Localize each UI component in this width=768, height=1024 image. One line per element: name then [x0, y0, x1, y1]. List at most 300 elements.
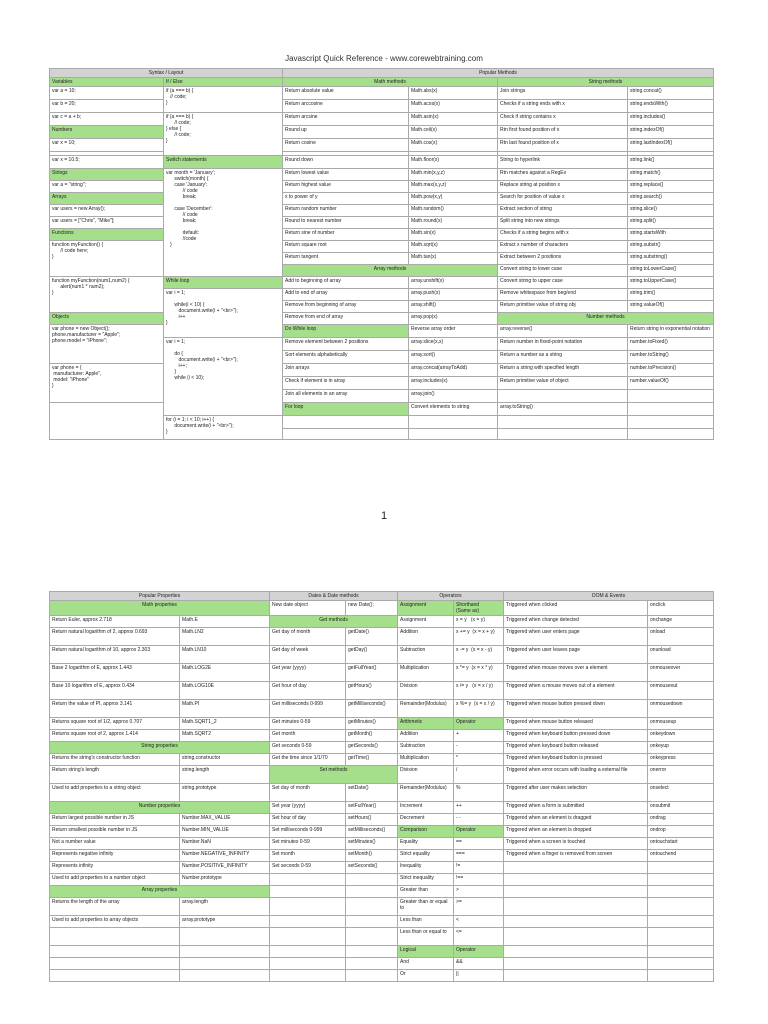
empty-cell: [346, 928, 398, 946]
date-desc: Get the time since 1/1/70: [270, 754, 346, 766]
event-desc: Triggered when mouse moves over a element: [504, 664, 648, 682]
empty-cell: [346, 970, 398, 982]
empty-cell: [270, 928, 346, 946]
op-desc: Division: [398, 682, 454, 700]
prop-name: Number.prototype: [180, 874, 270, 886]
number-desc: Return primitive value of object: [498, 377, 628, 390]
string-method: string.link(): [628, 156, 714, 169]
date-desc: Set seconds 0-59: [270, 862, 346, 874]
empty-cell: [346, 946, 398, 958]
event-desc: Triggered when a mouse moves out of a element: [504, 682, 648, 700]
empty-cell: [648, 874, 714, 886]
prop-name: array.prototype: [180, 916, 270, 928]
array-desc: Remove from beginning of array: [283, 301, 409, 313]
event-name: onmousedown: [648, 700, 714, 718]
math-method: Math.pow(x,y): [409, 193, 498, 205]
array-method: array.reverse(): [498, 325, 628, 338]
op-symbol: x = y (x = y): [454, 616, 504, 628]
empty-cell: [409, 429, 498, 440]
string-desc: String to hyperlink: [498, 156, 628, 169]
number-desc: Return a string with specified length: [498, 364, 628, 377]
array-method: array.sort(): [409, 351, 498, 364]
prop-desc: Return the value of PI, approx 3.141: [50, 700, 180, 718]
numbers-header: Numbers: [50, 126, 164, 139]
op-desc: Multiplication: [398, 754, 454, 766]
switch-code: var month = 'January'; switch(month) { case 'January': // code break; case 'December': // code break; default: //code }: [164, 169, 283, 277]
comparison-header: Comparison: [398, 826, 454, 838]
op-desc: Decrement: [398, 814, 454, 826]
string-methods-header: String methods: [498, 78, 714, 87]
event-name: onmouseover: [648, 664, 714, 682]
date-method: getDay(): [346, 646, 398, 664]
op-symbol: ==: [454, 838, 504, 850]
event-name: ontouchend: [648, 850, 714, 862]
math-method: Math.abs(x): [409, 87, 498, 100]
string-desc: Checks if a string begins with x: [498, 229, 628, 241]
math-properties-header: Math properties: [50, 601, 270, 616]
empty-cell: [498, 429, 628, 440]
string-desc: Replace string at position x: [498, 181, 628, 193]
array-desc: Reverse array order: [409, 325, 498, 338]
op-symbol: x += y (x = x + y): [454, 628, 504, 646]
prop-desc: Return natural logarithm of 10, approx 2.303: [50, 646, 180, 664]
date-desc: Get day of week: [270, 646, 346, 664]
variables-header: Variables: [50, 78, 164, 87]
op-symbol: x %= y (x = x / y): [454, 700, 504, 718]
string-desc: Extract between 2 positions: [498, 253, 628, 265]
event-desc: Triggered when mouse button pressed down: [504, 700, 648, 718]
prop-name: Math.PI: [180, 700, 270, 718]
op-desc: Or: [398, 970, 454, 982]
string-desc: Rtn first found position of x: [498, 126, 628, 139]
op-symbol: ===: [454, 850, 504, 862]
prop-desc: Base 2 logarithm of E, approx 1.443: [50, 664, 180, 682]
math-desc: Return square root: [283, 241, 409, 253]
empty-cell: [648, 958, 714, 970]
empty-cell: [409, 416, 498, 429]
op-desc: Subtraction: [398, 646, 454, 664]
strings-header: Strings: [50, 169, 164, 181]
op-desc: Greater than: [398, 886, 454, 898]
if-code: if (a === b) { // code; }: [164, 87, 283, 113]
prop-desc: Returns the string's constructor function: [50, 754, 180, 766]
array-method: array.toString(): [498, 403, 628, 416]
math-method: Math.tan(x): [409, 253, 498, 265]
arrays-header: Arrays: [50, 193, 164, 205]
empty-cell: [180, 928, 270, 946]
event-name: onselect: [648, 784, 714, 802]
math-desc: Return random number: [283, 205, 409, 217]
prop-name: Math.LOG2E: [180, 664, 270, 682]
event-desc: Triggered when keyboard button pressed down: [504, 730, 648, 742]
event-desc: Triggered when mouse button released: [504, 718, 648, 730]
event-name: onclick: [648, 601, 714, 616]
empty-cell: [180, 970, 270, 982]
op-desc: Increment: [398, 802, 454, 814]
event-name: onload: [648, 628, 714, 646]
array-method: array.slice(x,x): [409, 338, 498, 351]
date-desc: New date object: [270, 601, 346, 616]
string-properties-header: String properties: [50, 742, 270, 754]
string-desc: Checks if a string ends with x: [498, 100, 628, 113]
string-method: string.endsWith(): [628, 100, 714, 113]
string-method: string.slice(): [628, 205, 714, 217]
string-method: string.substring(): [628, 253, 714, 265]
prop-name: Number.MIN_VALUE: [180, 826, 270, 838]
date-method: getTime(): [346, 754, 398, 766]
string-desc: Split string into new strings: [498, 217, 628, 229]
date-method: setDate(): [346, 784, 398, 802]
math-method: Math.acos(x): [409, 100, 498, 113]
math-desc: Return cosine: [283, 139, 409, 152]
op-desc: Inequality: [398, 862, 454, 874]
do-while-code: var i = 1; do { document.write(i + "<br>"); i++; } while (i < 10);: [164, 338, 283, 416]
string-desc: Return primitive value of string obj: [498, 301, 628, 313]
event-name: onkeydown: [648, 730, 714, 742]
prop-desc: Used to add properties to a number object: [50, 874, 180, 886]
op-symbol: <=: [454, 928, 504, 946]
empty-cell: [270, 886, 346, 898]
op-symbol: x /= y (x = x / y): [454, 682, 504, 700]
math-method: Math.min(x,y,z): [409, 169, 498, 181]
array-method: array.shift(): [409, 301, 498, 313]
page-number: 1: [380, 510, 388, 522]
dates-header: Dates & Date methods: [270, 592, 398, 601]
op-desc: Division: [398, 766, 454, 784]
empty-cell: [648, 916, 714, 928]
number-methods-header: Number methods: [498, 313, 714, 325]
math-desc: Return sine of number: [283, 229, 409, 241]
prop-name: string.constructor: [180, 754, 270, 766]
prop-name: Math.E: [180, 616, 270, 628]
empty-cell: [498, 390, 628, 403]
array-desc: Join all elements in an array: [283, 390, 409, 403]
var-a-str: var a = "string";: [50, 181, 164, 193]
date-method: setMilliseconds(): [346, 826, 398, 838]
empty-cell: [270, 916, 346, 928]
empty-cell: [50, 946, 180, 958]
op-desc: Remainder(Modulus): [398, 784, 454, 802]
empty-cell: [270, 898, 346, 916]
math-method: Math.sqrt(x): [409, 241, 498, 253]
math-desc: Return arccosine: [283, 100, 409, 113]
empty-cell: [270, 946, 346, 958]
math-method: Math.asin(x): [409, 113, 498, 126]
popular-properties-header: Popular Properties: [50, 592, 270, 601]
string-desc: Extract x number of characters: [498, 241, 628, 253]
empty-cell: [180, 946, 270, 958]
number-desc: Return string in exponential notation: [628, 325, 714, 338]
do-while-header: Do While loop: [283, 325, 409, 338]
prop-desc: Return largest possible number in JS: [50, 814, 180, 826]
date-desc: Set day of month: [270, 784, 346, 802]
event-desc: Triggered when an element is dropped: [504, 826, 648, 838]
event-desc: Triggered when clicked: [504, 601, 648, 616]
date-desc: Get seconds 0-59: [270, 742, 346, 754]
math-desc: Round up: [283, 126, 409, 139]
logical-header: Logical: [398, 946, 454, 958]
op-symbol: x -= y (x = x - y): [454, 646, 504, 664]
object-literal-example: var phone = { manufacturer: Apple", model: "iPhone" }: [50, 364, 164, 403]
date-method: getDate(): [346, 628, 398, 646]
empty-cell: [504, 916, 648, 928]
empty-cell: [346, 874, 398, 886]
for-code: for (i = 1; i < 10; i++) { document.write(i + "<br>"); }: [164, 416, 283, 440]
popular-methods-header: Popular Methods: [283, 69, 714, 78]
empty-cell: [648, 928, 714, 946]
math-desc: Round to nearest number: [283, 217, 409, 229]
empty-cell: [283, 416, 409, 429]
array-desc: Convert elements to string: [409, 403, 498, 416]
date-method: getMonth(): [346, 730, 398, 742]
prop-name: Math.SQRT2: [180, 730, 270, 742]
array-desc: Remove element between 2 positions: [283, 338, 409, 351]
empty-cell: [346, 916, 398, 928]
event-desc: Triggered when a form is submitted: [504, 802, 648, 814]
prop-name: Math.LN10: [180, 646, 270, 664]
op-desc: And: [398, 958, 454, 970]
event-desc: Triggered when error occurs with loading a external file: [504, 766, 648, 784]
string-method: string.lastIndexOf(): [628, 139, 714, 152]
op-desc: Equality: [398, 838, 454, 850]
objects-header: Objects: [50, 313, 164, 325]
prop-desc: Return string's length: [50, 766, 180, 784]
date-method: setHours(): [346, 814, 398, 826]
date-desc: Get minutes 0-59: [270, 718, 346, 730]
event-name: onunload: [648, 646, 714, 664]
date-desc: Get hour of day: [270, 682, 346, 700]
op-symbol: >: [454, 886, 504, 898]
date-desc: Get month: [270, 730, 346, 742]
empty-cell: [504, 874, 648, 886]
string-method: string.search(): [628, 193, 714, 205]
op-symbol: *: [454, 754, 504, 766]
math-desc: Return arcsine: [283, 113, 409, 126]
prop-desc: Base 10 logarithm of E, approx 0.434: [50, 682, 180, 700]
prop-desc: Represents negative infinity: [50, 850, 180, 862]
string-desc: Rtn matches against a RegEx: [498, 169, 628, 181]
number-desc: Return a number as a string: [498, 351, 628, 364]
op-symbol: - -: [454, 814, 504, 826]
string-method: string.replace(): [628, 181, 714, 193]
functions-header: Functions: [50, 229, 164, 241]
math-desc: Return lowest value: [283, 169, 409, 181]
empty-cell: [50, 958, 180, 970]
string-method: string.toLowerCase(): [628, 265, 714, 277]
event-name: ontouchstart: [648, 838, 714, 850]
prop-desc: Represents infinity: [50, 862, 180, 874]
array-desc: Sort elements alphabetically: [283, 351, 409, 364]
op-desc: Less than or equal to: [398, 928, 454, 946]
prop-name: Number.MAX_VALUE: [180, 814, 270, 826]
empty-cell: [270, 958, 346, 970]
for-header: For loop: [283, 403, 409, 416]
empty-cell: [504, 970, 648, 982]
date-method: getHours(): [346, 682, 398, 700]
empty-cell: [504, 958, 648, 970]
array-method: array.concat(arrayToAdd): [409, 364, 498, 377]
op-symbol: /: [454, 766, 504, 784]
date-method: getMilliseconds(): [346, 700, 398, 718]
function-example: function myFunction() { // code here; }: [50, 241, 164, 277]
date-desc: Get year (yyyy): [270, 664, 346, 682]
math-desc: Round down: [283, 156, 409, 169]
event-name: onchange: [648, 616, 714, 628]
math-method: Math.random(): [409, 205, 498, 217]
event-name: onmouseout: [648, 682, 714, 700]
arithmetic-header: Arithmetic: [398, 718, 454, 730]
empty-cell: [628, 429, 714, 440]
array-method: array.includes(x): [409, 377, 498, 390]
empty-cell: [648, 886, 714, 898]
string-desc: Convert string to upper case: [498, 277, 628, 289]
event-name: onkeyup: [648, 742, 714, 754]
number-method: number.toFixed(): [628, 338, 714, 351]
prop-desc: Not a number value: [50, 838, 180, 850]
prop-desc: Used to add properties to a string object: [50, 784, 180, 802]
empty-cell: [346, 886, 398, 898]
event-name: onsubmit: [648, 802, 714, 814]
op-symbol: &&: [454, 958, 504, 970]
var-x2: var x = 10.5;: [50, 156, 164, 169]
prop-desc: Return Euler, approx 2.718: [50, 616, 180, 628]
date-desc: Set minutes 0-59: [270, 838, 346, 850]
prop-name: string.prototype: [180, 784, 270, 802]
date-method: setMinutes(): [346, 838, 398, 850]
shorthand-header: Shorthand (Same as): [454, 601, 504, 616]
event-desc: Triggered when an element is dragged: [504, 814, 648, 826]
var-users1: var users = new Array();: [50, 205, 164, 217]
empty-cell: [346, 958, 398, 970]
empty-cell: [648, 862, 714, 874]
event-name: onerror: [648, 766, 714, 784]
event-name: onmouseup: [648, 718, 714, 730]
empty-cell: [504, 898, 648, 916]
op-symbol: +: [454, 730, 504, 742]
op-desc: Addition: [398, 628, 454, 646]
date-desc: Set milliseconds 0-999: [270, 826, 346, 838]
string-method: string.startsWith: [628, 229, 714, 241]
math-desc: x to power of y: [283, 193, 409, 205]
string-desc: Search for position of value x: [498, 193, 628, 205]
prop-name: Number.NaN: [180, 838, 270, 850]
string-desc: Extract section of string: [498, 205, 628, 217]
switch-header: Switch statements: [164, 156, 283, 169]
string-method: string.valueOf(): [628, 301, 714, 313]
operator-header: Operator: [454, 826, 504, 838]
op-desc: Subtraction: [398, 742, 454, 754]
properties-operators-table: [49, 591, 714, 982]
event-desc: Triggered when a screen is touched: [504, 838, 648, 850]
page-title: Javascript Quick Reference - www.corewebtraining.com: [285, 54, 483, 63]
array-desc: Remove from end of array: [283, 313, 409, 325]
get-methods-header: Get methods: [270, 616, 398, 628]
event-desc: Triggered when user enters page: [504, 628, 648, 646]
date-method: setSeconds(): [346, 862, 398, 874]
operator-header: Operator: [454, 718, 504, 730]
op-symbol: !==: [454, 874, 504, 886]
string-method: string.toUpperCase(): [628, 277, 714, 289]
prop-name: Math.LN2: [180, 628, 270, 646]
date-desc: Set hour of day: [270, 814, 346, 826]
op-symbol: >=: [454, 898, 504, 916]
empty-cell: [50, 928, 180, 946]
math-method: Math.floor(x): [409, 156, 498, 169]
event-name: onkeypress: [648, 754, 714, 766]
string-method: string.includes(): [628, 113, 714, 126]
var-b: var b = 20;: [50, 100, 164, 113]
array-methods-header: Array methods: [283, 265, 498, 277]
op-desc: Assignment: [398, 616, 454, 628]
op-desc: Strict inequality: [398, 874, 454, 886]
array-desc: Add to beginning of array: [283, 277, 409, 289]
empty-cell: [628, 416, 714, 429]
event-desc: Triggered when a finger is removed from screen: [504, 850, 648, 862]
date-method: getMinutes(): [346, 718, 398, 730]
dom-events-header: DOM & Events: [504, 592, 714, 601]
number-desc: Return number in fixed-point notation: [498, 338, 628, 351]
op-desc: Less than: [398, 916, 454, 928]
number-method: number.toPrecision(): [628, 364, 714, 377]
op-desc: Remainder(Modulus): [398, 700, 454, 718]
quick-reference-table: [49, 68, 714, 440]
array-method: array.join(): [409, 390, 498, 403]
var-x: var x = 10;: [50, 139, 164, 152]
date-method: setFullYear(): [346, 802, 398, 814]
op-desc: Strict equality: [398, 850, 454, 862]
empty-cell: [504, 886, 648, 898]
empty-cell: [504, 946, 648, 958]
number-method: number.valueOf(): [628, 377, 714, 390]
empty-cell: [50, 970, 180, 982]
empty-cell: [346, 898, 398, 916]
function-params-example: function myFunction(num1,num2) { alert(num1 * num2); }: [50, 277, 164, 313]
array-desc: Check if element is in array: [283, 377, 409, 390]
var-users2: var users = ["Chris", "Mike"];: [50, 217, 164, 229]
string-method: string.indexOf(): [628, 126, 714, 139]
date-method: setMonth(): [346, 850, 398, 862]
empty-cell: [648, 898, 714, 916]
array-method: array.pop(x): [409, 313, 498, 325]
math-desc: Return tangent: [283, 253, 409, 265]
string-desc: Rtn last found position of x: [498, 139, 628, 152]
string-desc: Remove whitespace from beg/end: [498, 289, 628, 301]
array-method: array.unshift(x): [409, 277, 498, 289]
date-method: getSeconds(): [346, 742, 398, 754]
empty-cell: [648, 946, 714, 958]
operator-header: Operator: [454, 946, 504, 958]
prop-desc: Used to add properties to array objects: [50, 916, 180, 928]
string-method: string.concat(): [628, 87, 714, 100]
date-method: new Date();: [346, 601, 398, 616]
op-desc: Multiplication: [398, 664, 454, 682]
empty-cell: [504, 862, 648, 874]
while-code: var i = 1; while(i < 10) { document.write(i + "<br>"); i++ }: [164, 289, 283, 338]
op-symbol: -: [454, 742, 504, 754]
array-method: array.push(x): [409, 289, 498, 301]
prop-name: Math.LOG10E: [180, 682, 270, 700]
date-desc: Set month: [270, 850, 346, 862]
var-a: var a = 10;: [50, 87, 164, 100]
if-else-code: if (a === b) { // code; } else { // code; }: [164, 113, 283, 156]
event-desc: Triggered when keyboard button is pressed: [504, 754, 648, 766]
operators-header: Operators: [398, 592, 504, 601]
date-method: getFullYear(): [346, 664, 398, 682]
op-symbol: !=: [454, 862, 504, 874]
math-methods-header: Math methods: [283, 78, 498, 87]
string-desc: Convert string to lower case: [498, 265, 628, 277]
event-desc: Triggered when user leaves page: [504, 646, 648, 664]
